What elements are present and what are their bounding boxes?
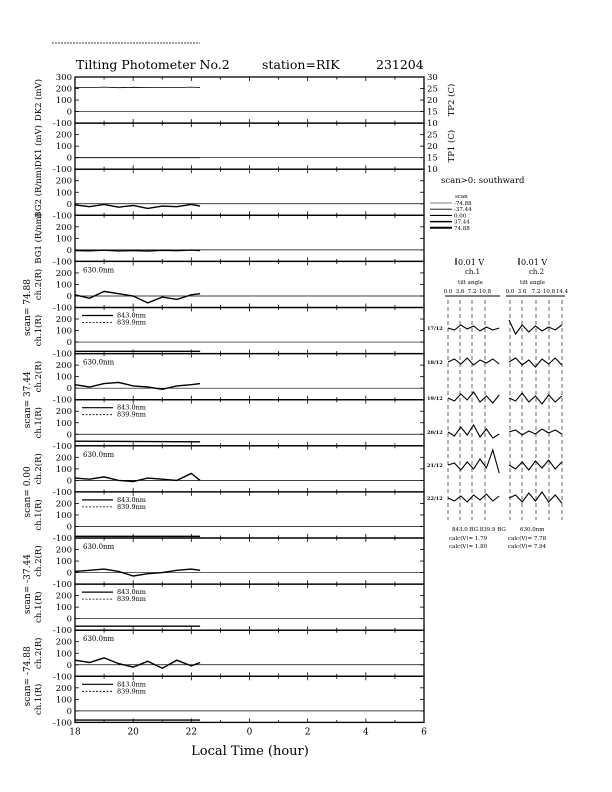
inset-ch1-trace xyxy=(448,325,499,331)
y-tick-label: 100 xyxy=(55,234,72,245)
scan-label: scan= -74.88 xyxy=(23,646,33,707)
panel-frame xyxy=(75,215,424,261)
y-tick-label: 0 xyxy=(66,660,72,671)
y-tick-label: 100 xyxy=(55,280,72,291)
panel-frame xyxy=(75,538,424,584)
data-line xyxy=(75,441,200,442)
y-tick-label: 200 xyxy=(55,591,72,602)
tp-axis-label: TP2 (C) xyxy=(447,83,457,117)
inset-ch2-trace xyxy=(509,393,562,404)
y-tick-label: -100 xyxy=(52,487,72,498)
y-tick-label: 200 xyxy=(55,222,72,233)
panel-8 xyxy=(33,400,424,452)
inset-ch2-scale: 0.01 V xyxy=(521,258,548,267)
inset-ch1-trace xyxy=(448,494,499,502)
tilt-tick-ch2: 14.4 xyxy=(555,289,569,295)
inset-hour-label: 22/12 xyxy=(427,496,443,502)
data-line xyxy=(75,87,200,88)
y-tick-label: -100 xyxy=(52,395,72,406)
y-tick-label: -100 xyxy=(52,718,72,729)
inset-ch1-trace xyxy=(448,358,499,365)
y-tick-label: 100 xyxy=(55,188,72,199)
panel-9 xyxy=(33,446,424,498)
inset-ch2-trace xyxy=(509,429,562,435)
y-tick-label: 200 xyxy=(55,499,72,510)
scan-label: scan= 74.88 xyxy=(23,279,33,336)
panel-5 xyxy=(33,261,424,313)
tp-axis-label: TP1 (C) xyxy=(447,129,457,163)
inset-calc-ch2-a: calc(V)= 7.78 xyxy=(508,536,547,542)
y-tick-label: 200 xyxy=(55,315,72,326)
y-tick-label: 100 xyxy=(55,464,72,475)
panel-ylabel: ch.1(R) xyxy=(34,499,44,531)
inset-ch1-trace xyxy=(448,425,499,438)
y-tick-label: -100 xyxy=(52,165,72,176)
x-tick-label: 0 xyxy=(246,727,253,738)
panel-inner-label: 630.0nm xyxy=(83,635,115,644)
y-tick-label: 0 xyxy=(66,199,72,210)
panel-ylabel: DK2 (mV) xyxy=(34,78,44,122)
y-tick-label: 100 xyxy=(55,603,72,614)
inset-ch1-label: ch.1 xyxy=(465,268,481,276)
panel-13 xyxy=(33,630,424,682)
inset-calc-ch1-a: calc(V)= 1.79 xyxy=(449,536,488,542)
panel-frame xyxy=(75,261,424,307)
panel-ylabel: ch.1(R) xyxy=(34,407,44,439)
panel-7 xyxy=(33,354,424,406)
inset-bottom-ch2: 630.0nm xyxy=(520,527,545,533)
scan-legend-label: -37.44 xyxy=(454,207,472,214)
y-tick-label: 0 xyxy=(66,291,72,302)
y-tick-label: 200 xyxy=(55,453,72,464)
tp-tick-label: 10 xyxy=(427,165,438,176)
y-tick-label: 100 xyxy=(55,96,72,107)
y-tick-label: 0 xyxy=(66,338,72,349)
inset-tilt-label-ch1: tilt angle xyxy=(458,280,484,286)
tp-tick-label: 15 xyxy=(427,107,438,118)
y-tick-label: -100 xyxy=(52,626,72,637)
scan-legend-items xyxy=(430,201,472,232)
y-tick-label: 200 xyxy=(55,361,72,372)
panel-frame xyxy=(75,354,424,400)
inset-bottom-ch1: 843.0 BG 839.9 BG xyxy=(452,527,506,533)
tp-tick-label: 10 xyxy=(427,119,438,130)
y-tick-label: 100 xyxy=(55,142,72,153)
legend-label-1: 843.0nm xyxy=(117,680,146,689)
y-tick-label: 100 xyxy=(55,695,72,706)
date-label: 231204 xyxy=(376,57,424,72)
panel-ylabel: ch.2(R) xyxy=(34,453,44,485)
y-tick-label: 100 xyxy=(55,326,72,337)
panel-frame xyxy=(75,77,424,123)
y-tick-label: 100 xyxy=(55,510,72,521)
tilt-tick-ch1: 10.8 xyxy=(478,289,492,295)
tilt-tick-ch2: 10.8 xyxy=(542,289,556,295)
y-tick-label: 200 xyxy=(55,84,72,95)
y-tick-label: -100 xyxy=(52,303,72,314)
y-tick-label: 200 xyxy=(55,407,72,418)
x-tick-label: 6 xyxy=(421,727,427,738)
x-tick-label: 18 xyxy=(69,727,81,738)
y-tick-label: 0 xyxy=(66,522,72,533)
inset-hour-label: 19/12 xyxy=(427,396,443,402)
y-tick-label: 200 xyxy=(55,176,72,187)
tp-tick-label: 15 xyxy=(427,153,438,164)
inset-calc-ch2-b: calc(V)= 7.94 xyxy=(508,544,547,550)
legend-label-2: 839.9nm xyxy=(117,502,146,511)
scan-legend-label: -74.88 xyxy=(454,201,472,207)
inset-ch2-trace xyxy=(509,492,562,503)
panel-6 xyxy=(33,308,424,360)
data-line xyxy=(75,204,200,208)
inset-ch1-trace xyxy=(448,392,499,403)
y-tick-label: 200 xyxy=(55,545,72,556)
panel-ylabel: DK1 (mV) xyxy=(34,125,44,168)
panel-ylabel: ch.2(R) xyxy=(34,545,44,577)
y-tick-label: 0 xyxy=(66,153,72,164)
y-tick-label: 300 xyxy=(55,73,72,83)
tilt-tick-ch2: 3.6 xyxy=(517,289,527,295)
y-tick-label: -100 xyxy=(52,211,72,222)
x-tick-label: 4 xyxy=(362,727,369,738)
panel-3 xyxy=(33,167,424,221)
inset-calc-ch1-b: calc(V)= 1.80 xyxy=(449,544,488,550)
y-tick-label: 0 xyxy=(66,430,72,441)
panel-4 xyxy=(33,213,424,267)
panel-ylabel: BG1 (R/nm) xyxy=(34,212,44,264)
tp-tick-label: 20 xyxy=(427,142,438,153)
scan-legend xyxy=(430,176,525,232)
inset-hour-label: 21/12 xyxy=(427,463,443,469)
data-line xyxy=(75,658,200,668)
panel-1 xyxy=(33,73,424,129)
panel-ylabel: ch.2(R) xyxy=(34,268,44,301)
panel-inner-label: 630.0nm xyxy=(83,266,115,275)
tp-tick-label: 25 xyxy=(427,130,438,141)
y-tick-label: 100 xyxy=(55,372,72,383)
figure-title: Tilting Photometer No.2 xyxy=(76,57,230,72)
y-tick-label: -100 xyxy=(52,349,72,360)
x-tick-label: 22 xyxy=(185,727,198,738)
panel-2 xyxy=(33,123,424,175)
tilt-inset xyxy=(427,258,569,550)
panel-frame xyxy=(75,123,424,169)
legend-label-1: 843.0nm xyxy=(117,588,146,597)
y-tick-label: -100 xyxy=(52,441,72,452)
panel-inner-label: 630.0nm xyxy=(83,358,115,367)
y-tick-label: 0 xyxy=(66,476,72,487)
scan-legend-title: scan>0: southward xyxy=(441,176,525,186)
inset-ch1-scale: 0.01 V xyxy=(458,258,485,267)
panel-10 xyxy=(33,492,424,544)
inset-hour-label: 18/12 xyxy=(427,360,443,366)
y-tick-label: 200 xyxy=(55,130,72,141)
data-line xyxy=(75,291,200,303)
inset-ch2-trace xyxy=(509,460,562,470)
y-tick-label: -100 xyxy=(52,672,72,683)
legend-label-1: 843.0nm xyxy=(117,311,146,320)
scan-legend-header: scan xyxy=(455,194,468,200)
data-line xyxy=(75,250,200,251)
y-tick-label: 100 xyxy=(55,649,72,660)
y-tick-label: 0 xyxy=(66,245,72,256)
y-tick-label: -100 xyxy=(52,119,72,130)
tilt-tick-ch1: 0.0 xyxy=(443,289,453,295)
tp-axes xyxy=(427,73,457,175)
inset-ch2-trace xyxy=(509,358,562,367)
legend-label-2: 839.9nm xyxy=(117,410,146,419)
scan-labels xyxy=(23,279,33,707)
tilt-tick-ch2: 7.2 xyxy=(531,289,541,295)
x-axis xyxy=(69,727,427,737)
panels-group xyxy=(33,73,424,728)
y-tick-label: 100 xyxy=(55,557,72,568)
tilt-tick-ch1: 7.2 xyxy=(467,289,477,295)
panel-ylabel: ch.2(R) xyxy=(34,637,44,669)
x-axis-label: Local Time (hour) xyxy=(191,744,309,759)
inset-hour-label: 20/12 xyxy=(427,430,443,436)
panel-11 xyxy=(33,538,424,590)
panel-ylabel: ch.1(R) xyxy=(34,314,44,347)
station-label: station=RIK xyxy=(262,57,340,72)
inset-tilt-label-ch2: tilt angle xyxy=(520,280,546,286)
panel-14 xyxy=(33,676,424,728)
tp-tick-label: 25 xyxy=(427,84,438,95)
y-tick-label: 0 xyxy=(66,614,72,625)
tilt-tick-ch1: 3.6 xyxy=(455,289,465,295)
x-tick-label: 20 xyxy=(127,727,139,738)
panel-ylabel: ch.2(R) xyxy=(34,360,44,393)
y-tick-label: 200 xyxy=(55,268,72,279)
inset-hour-label: 17/12 xyxy=(427,326,443,332)
y-tick-label: 0 xyxy=(66,706,72,717)
panel-ylabel: BG2 (R/nm) xyxy=(34,166,44,218)
y-tick-label: 200 xyxy=(55,637,72,648)
legend-label-1: 843.0nm xyxy=(117,495,146,504)
panel-ylabel: ch.1(R) xyxy=(34,591,44,623)
panel-frame xyxy=(75,169,424,215)
y-tick-label: 0 xyxy=(66,107,72,118)
scan-legend-label: 37.44 xyxy=(454,219,470,226)
panel-inner-label: 630.0nm xyxy=(83,450,115,459)
scan-label: scan= -37.44 xyxy=(23,554,33,615)
scan-label: scan= 0.00 xyxy=(23,466,33,518)
inset-ch2-trace xyxy=(509,320,562,334)
legend-label-2: 839.9nm xyxy=(117,687,146,696)
tilt-tick-ch2: 0.0 xyxy=(505,289,515,295)
panel-frame xyxy=(75,446,424,492)
legend-label-2: 839.9nm xyxy=(117,595,146,604)
panel-frame xyxy=(75,630,424,676)
tp-tick-label: 30 xyxy=(427,73,438,83)
panel-ylabel: ch.1(R) xyxy=(34,683,44,716)
tp-tick-label: 20 xyxy=(427,96,438,107)
y-tick-label: 100 xyxy=(55,418,72,429)
panel-12 xyxy=(33,584,424,636)
scan-legend-label: 74.88 xyxy=(454,225,470,232)
y-tick-label: 200 xyxy=(55,683,72,694)
legend-label-2: 839.9nm xyxy=(117,318,146,327)
y-tick-label: -100 xyxy=(52,580,72,591)
scan-label: scan= 37.44 xyxy=(23,371,33,429)
scan-legend-label: 0.00 xyxy=(454,213,467,220)
inset-ch2-label: ch.2 xyxy=(529,268,545,276)
y-tick-label: 0 xyxy=(66,384,72,395)
y-tick-label: -100 xyxy=(52,257,72,268)
x-tick-label: 2 xyxy=(304,727,311,738)
y-tick-label: -100 xyxy=(52,534,72,544)
inset-ch1-trace xyxy=(448,450,499,473)
legend-label-1: 843.0nm xyxy=(117,403,146,412)
panel-inner-label: 630.0nm xyxy=(83,543,115,551)
y-tick-label: 0 xyxy=(66,568,72,579)
